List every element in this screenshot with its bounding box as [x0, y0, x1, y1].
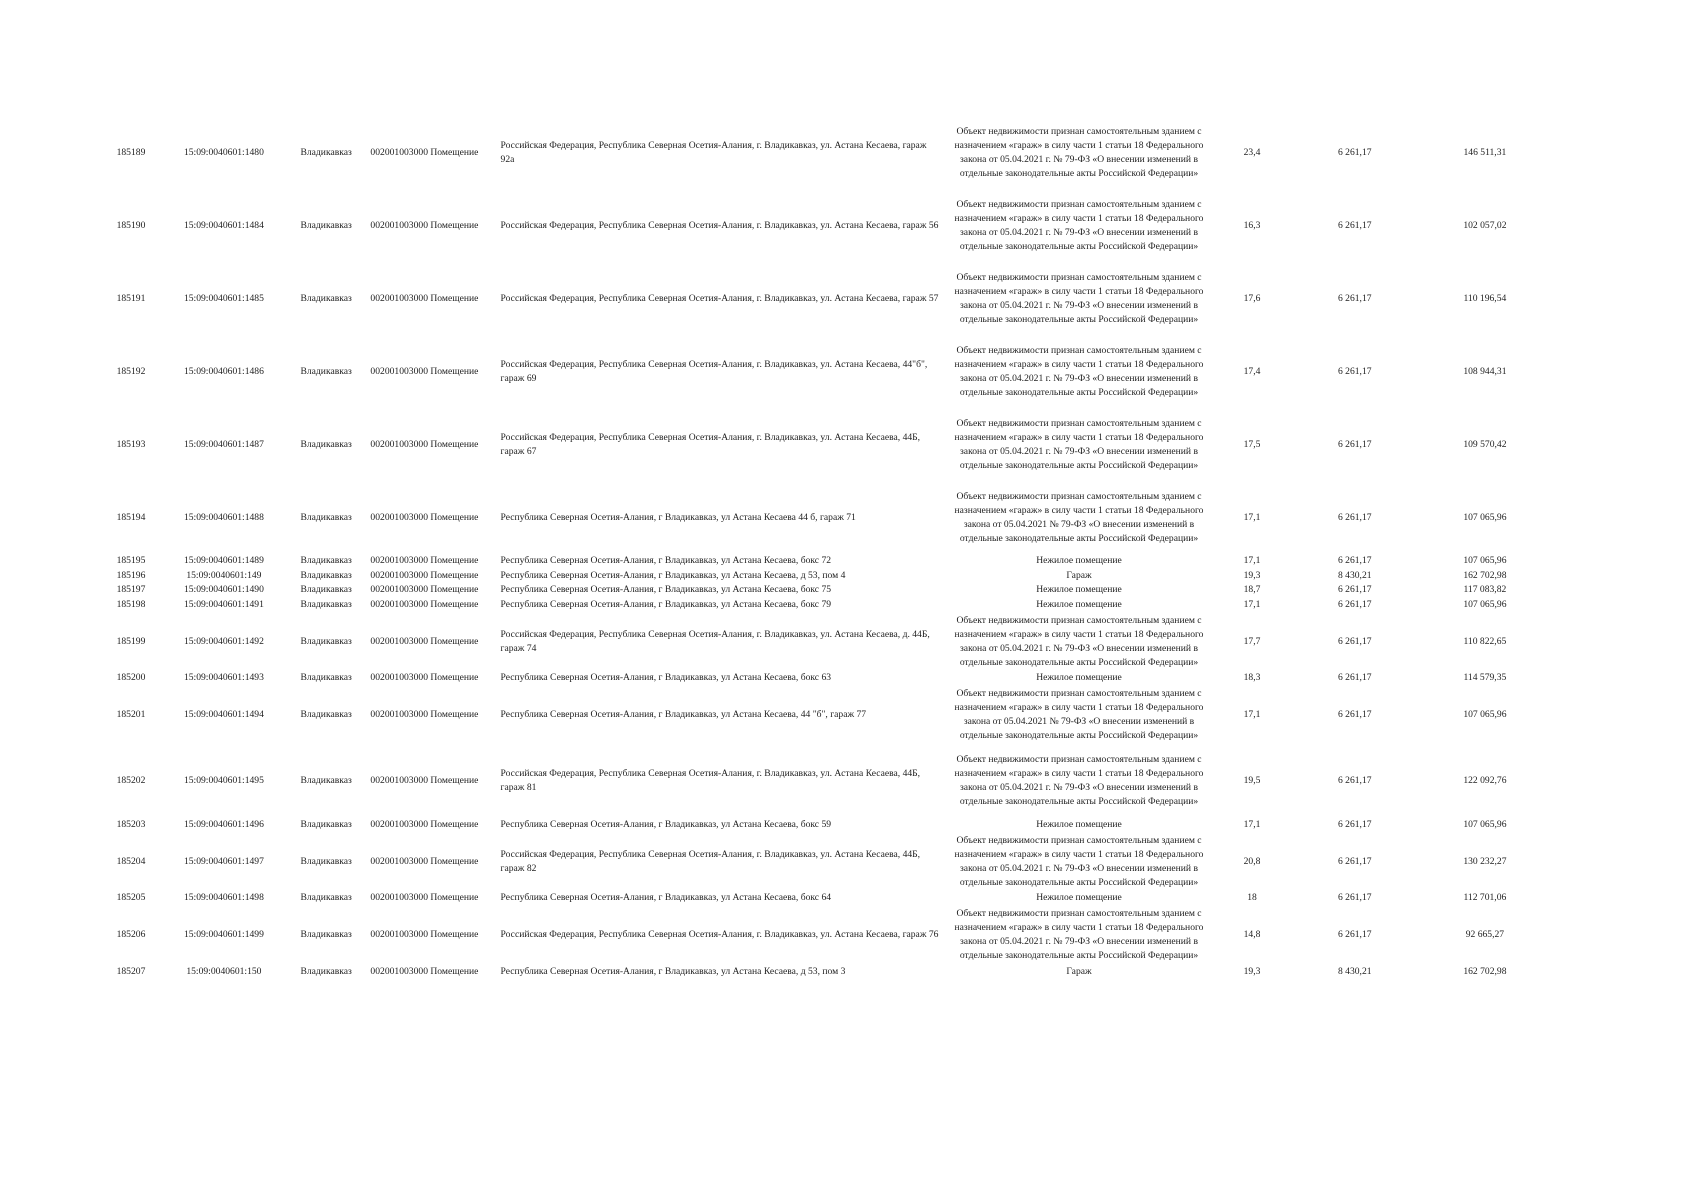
- object-type-code: 002001003000 Помещение: [370, 818, 479, 830]
- cadastral-value: 109 570,42: [1463, 438, 1507, 450]
- specific-value: 6 261,17: [1337, 584, 1372, 596]
- note: Объект недвижимости признан самостоятельным зданием с назначением «гараж» в силу части 1 статьи 18 Федерального закона от 05.04.2021 г. № 79-ФЗ «О внесении изменений в отдельные законодательные акты Российской Федерации»: [954, 754, 1204, 807]
- object-id: 185205: [116, 892, 146, 904]
- note: Нежилое помещение: [1036, 672, 1122, 684]
- cadastral-value: 110 196,54: [1463, 292, 1507, 304]
- area: 16,3: [1243, 219, 1261, 231]
- address: Российская Федерация, Республика Северная Осетия-Алания, г. Владикавказ, ул. Астана Кесаева, гараж 92а: [500, 139, 927, 165]
- object-type-code: 002001003000 Помещение: [370, 598, 479, 610]
- address: Российская Федерация, Республика Северная Осетия-Алания, г. Владикавказ, ул. Астана Кесаева, 44Б, гараж 67: [500, 431, 921, 457]
- table-row: [100, 906, 1550, 965]
- cadastral-number: 15:09:0040601:1495: [183, 775, 264, 786]
- city: Владикавказ: [300, 709, 352, 720]
- address: Республика Северная Осетия-Алания, г Владикавказ, ул Астана Кесаева, бокс 59: [500, 818, 832, 830]
- cadastral-number: 15:09:0040601:1499: [183, 929, 264, 940]
- note: Объект недвижимости признан самостоятельным зданием с назначением «гараж» в силу части 1 статьи 18 Федерального закона от 05.04.2021 г. № 79-ФЗ «О внесении изменений в отдельные законодательные акты Российской Федерации»: [954, 198, 1204, 252]
- cadastral-value: 102 057,02: [1463, 219, 1507, 231]
- area: 17,1: [1243, 818, 1261, 830]
- object-id: 185197: [116, 584, 146, 596]
- table-row: [100, 818, 1550, 833]
- object-type-code: 002001003000 Помещение: [370, 892, 479, 904]
- cadastral-number: 15:09:0040601:150: [186, 965, 262, 977]
- cadastral-value: 146 511,31: [1463, 146, 1507, 158]
- city: Владикавказ: [300, 365, 352, 377]
- specific-value: 6 261,17: [1337, 365, 1372, 377]
- cadastral-value: 162 702,98: [1463, 965, 1507, 977]
- table-row: [100, 554, 1550, 569]
- cadastral-number: 15:09:0040601:1491: [183, 598, 264, 610]
- cadastral-number: 15:09:0040601:1489: [183, 555, 264, 567]
- object-id: 185207: [116, 965, 146, 977]
- note: Объект недвижимости признан самостоятельным зданием с назначением «гараж» в силу части 1 статьи 18 Федерального закона от 05.04.2021 г. № 79-ФЗ «О внесении изменений в отдельные законодательные акты Российской Федерации»: [954, 344, 1204, 398]
- area: 17,1: [1243, 598, 1261, 610]
- object-id: 185192: [116, 365, 146, 377]
- city: Владикавказ: [300, 598, 352, 610]
- cadastral-value: 110 822,65: [1463, 635, 1507, 647]
- address: Российская Федерация, Республика Северная Осетия-Алания, г. Владикавказ, ул. Астана Кесаева, гараж 56: [500, 219, 939, 231]
- address: Российская Федерация, Республика Северная Осетия-Алания, г. Владикавказ, ул. Астана Кесаева, 44Б, гараж 81: [500, 768, 921, 793]
- object-id: 185196: [116, 569, 146, 581]
- area: 17,1: [1243, 555, 1261, 567]
- table-row: [100, 891, 1550, 906]
- area: 17,4: [1243, 365, 1261, 377]
- table-row: [100, 481, 1550, 554]
- specific-value: 6 261,17: [1337, 438, 1372, 450]
- city: Владикавказ: [300, 818, 352, 830]
- note: Объект недвижимости признан самостоятельным зданием с назначением «гараж» в силу части 1 статьи 18 Федерального закона от 05.04.2021 г. № 79-ФЗ «О внесении изменений в отдельные законодательные акты Российской Федерации»: [954, 834, 1204, 888]
- table-row: [100, 965, 1550, 980]
- city: Владикавказ: [300, 511, 352, 523]
- area: 17,1: [1243, 709, 1261, 720]
- specific-value: 6 261,17: [1337, 219, 1372, 231]
- cadastral-value: 107 065,96: [1463, 818, 1507, 830]
- cadastral-value: 108 944,31: [1463, 365, 1507, 377]
- note: Объект недвижимости признан самостоятельным зданием с назначением «гараж» в силу части 1 статьи 18 Федерального закона от 05.04.2021 г. № 79-ФЗ «О внесении изменений в отдельные законодательные акты Российской Федерации»: [954, 417, 1204, 471]
- object-id: 185202: [116, 775, 146, 786]
- address: Республика Северная Осетия-Алания, г Владикавказ, ул Астана Кесаева, д 53, пом 4: [500, 569, 846, 581]
- cadastral-number: 15:09:0040601:149: [186, 569, 262, 581]
- note: Нежилое помещение: [1036, 892, 1122, 904]
- cadastral-value: 107 065,96: [1463, 598, 1507, 610]
- specific-value: 6 261,17: [1337, 511, 1372, 523]
- object-id: 185190: [116, 219, 146, 231]
- note: Нежилое помещение: [1036, 598, 1122, 610]
- object-id: 185200: [116, 672, 146, 684]
- table-row: [100, 745, 1550, 818]
- cadastral-number: 15:09:0040601:1485: [183, 292, 264, 304]
- area: 19,5: [1243, 775, 1261, 786]
- object-id: 185201: [116, 709, 146, 720]
- note: Гараж: [1066, 569, 1092, 581]
- address: Республика Северная Осетия-Алания, г Владикавказ, ул Астана Кесаева, бокс 72: [500, 555, 832, 567]
- table-row: [100, 583, 1550, 598]
- area: 18,3: [1243, 672, 1261, 684]
- note: Объект недвижимости признан самостоятельным зданием с назначением «гараж» в силу части 1 статьи 18 Федерального закона от 05.04.2021 г. № 79-ФЗ «О внесении изменений в отдельные законодательные акты Российской Федерации»: [954, 614, 1204, 668]
- note: Нежилое помещение: [1036, 584, 1122, 596]
- object-type-code: 002001003000 Помещение: [370, 555, 479, 567]
- cadastral-number: 15:09:0040601:1490: [183, 584, 264, 596]
- city: Владикавказ: [300, 892, 352, 904]
- address: Республика Северная Осетия-Алания, г Владикавказ, ул Астана Кесаева, бокс 64: [500, 892, 832, 904]
- address: Российская Федерация, Республика Северная Осетия-Алания, г. Владикавказ, ул. Астана Кесаева, гараж 57: [500, 292, 939, 304]
- table-row: [100, 116, 1550, 189]
- area: 20,8: [1243, 855, 1261, 867]
- note: Объект недвижимости признан самостоятельным зданием с назначением «гараж» в силу части 1 статьи 18 Федерального закона от 05.04.2021 г. № 79-ФЗ «О внесении изменений в отдельные законодательные акты Российской Федерации»: [954, 908, 1204, 961]
- object-type-code: 002001003000 Помещение: [370, 855, 479, 867]
- city: Владикавказ: [300, 146, 352, 158]
- object-id: 185193: [116, 438, 146, 450]
- specific-value: 8 430,21: [1337, 965, 1372, 977]
- specific-value: 6 261,17: [1337, 292, 1372, 304]
- object-type-code: 002001003000 Помещение: [370, 709, 479, 720]
- table-row: [100, 686, 1550, 745]
- area: 17,7: [1243, 635, 1261, 647]
- specific-value: 6 261,17: [1337, 929, 1372, 940]
- city: Владикавказ: [300, 855, 352, 867]
- cadastral-value: 130 232,27: [1463, 855, 1507, 867]
- cadastral-number: 15:09:0040601:1484: [183, 219, 264, 231]
- cadastral-number: 15:09:0040601:1480: [183, 146, 264, 158]
- specific-value: 6 261,17: [1337, 709, 1372, 720]
- specific-value: 6 261,17: [1337, 635, 1372, 647]
- city: Владикавказ: [300, 438, 352, 450]
- table-row: [100, 612, 1550, 671]
- object-type-code: 002001003000 Помещение: [370, 219, 479, 231]
- table-row: [100, 832, 1550, 891]
- city: Владикавказ: [300, 929, 352, 940]
- cadastral-number: 15:09:0040601:1492: [183, 635, 264, 647]
- specific-value: 6 261,17: [1337, 555, 1372, 567]
- address: Российская Федерация, Республика Северная Осетия-Алания, г. Владикавказ, ул. Астана Кесаева, 44Б, гараж 82: [500, 848, 921, 874]
- object-type-code: 002001003000 Помещение: [370, 146, 479, 158]
- note: Гараж: [1066, 965, 1092, 977]
- object-id: 185199: [116, 635, 146, 647]
- object-type-code: 002001003000 Помещение: [370, 365, 479, 377]
- specific-value: 6 261,17: [1337, 855, 1372, 867]
- cadastral-value: 117 083,82: [1463, 584, 1507, 596]
- table-row: [100, 262, 1550, 335]
- address: Российская Федерация, Республика Северная Осетия-Алания, г. Владикавказ, ул. Астана Кесаева, д. 44Б, гараж 74: [500, 628, 930, 654]
- table-row: [100, 671, 1550, 686]
- area: 18,7: [1243, 584, 1261, 596]
- cadastral-value: 107 065,96: [1463, 555, 1507, 567]
- note: Объект недвижимости признан самостоятельным зданием с назначением «гараж» в силу части 1 статьи 18 Федерального закона от 05.04.2021 г. № 79-ФЗ «О внесении изменений в отдельные законодательные акты Российской Федерации»: [954, 271, 1204, 325]
- cadastral-number: 15:09:0040601:1498: [183, 892, 264, 904]
- specific-value: 6 261,17: [1337, 775, 1372, 786]
- cadastral-number: 15:09:0040601:1497: [183, 855, 264, 867]
- cadastral-number: 15:09:0040601:1496: [183, 818, 264, 830]
- area: 18: [1247, 892, 1257, 904]
- object-type-code: 002001003000 Помещение: [370, 569, 479, 581]
- area: 23,4: [1243, 146, 1261, 158]
- object-type-code: 002001003000 Помещение: [370, 672, 479, 684]
- area: 17,5: [1243, 438, 1261, 450]
- cadastral-number: 15:09:0040601:1488: [183, 511, 264, 523]
- city: Владикавказ: [300, 775, 352, 786]
- note: Объект недвижимости признан самостоятельным зданием с назначением «гараж» в силу части 1 статьи 18 Федерального закона от 05.04.2021 № 79-ФЗ «О внесении изменений в отдельные законодательные акты Российской Федерации»: [954, 688, 1204, 741]
- table-row: [100, 408, 1550, 481]
- specific-value: 6 261,17: [1337, 672, 1372, 684]
- cadastral-value: 114 579,35: [1463, 672, 1507, 684]
- cadastral-value: 107 065,96: [1463, 511, 1507, 523]
- cadastral-number: 15:09:0040601:1494: [183, 709, 264, 720]
- note: Нежилое помещение: [1036, 818, 1122, 830]
- cadastral-value: 92 665,27: [1465, 929, 1505, 940]
- cadastral-value: 162 702,98: [1463, 569, 1507, 581]
- table-row: [100, 335, 1550, 408]
- object-type-code: 002001003000 Помещение: [370, 965, 479, 977]
- specific-value: 8 430,21: [1337, 569, 1372, 581]
- city: Владикавказ: [300, 584, 352, 596]
- object-type-code: 002001003000 Помещение: [370, 775, 479, 786]
- note: Объект недвижимости признан самостоятельным зданием с назначением «гараж» в силу части 1 статьи 18 Федерального закона от 05.04.2021 г. № 79-ФЗ «О внесении изменений в отдельные законодательные акты Российской Федерации»: [954, 125, 1204, 179]
- address: Республика Северная Осетия-Алания, г Владикавказ, ул Астана Кесаева, бокс 63: [500, 672, 832, 684]
- area: 14,8: [1243, 929, 1261, 940]
- object-type-code: 002001003000 Помещение: [370, 929, 479, 940]
- address: Российская Федерация, Республика Северная Осетия-Алания, г. Владикавказ, ул. Астана Кесаева, гараж 76: [500, 929, 939, 940]
- city: Владикавказ: [300, 569, 352, 581]
- city: Владикавказ: [300, 219, 352, 231]
- city: Владикавказ: [300, 672, 352, 684]
- city: Владикавказ: [300, 965, 352, 977]
- cadastral-value: 122 092,76: [1463, 775, 1507, 786]
- address: Российская Федерация, Республика Северная Осетия-Алания, г. Владикавказ, ул. Астана Кесаева, 44"б", гараж 69: [500, 358, 928, 384]
- cadastral-number: 15:09:0040601:1486: [183, 365, 264, 377]
- area: 17,1: [1243, 511, 1261, 523]
- note: Нежилое помещение: [1036, 555, 1122, 567]
- table-row: [100, 569, 1550, 584]
- object-type-code: 002001003000 Помещение: [370, 438, 479, 450]
- specific-value: 6 261,17: [1337, 146, 1372, 158]
- specific-value: 6 261,17: [1337, 892, 1372, 904]
- city: Владикавказ: [300, 555, 352, 567]
- object-id: 185189: [116, 146, 146, 158]
- area: 19,3: [1243, 965, 1261, 977]
- area: 19,3: [1243, 569, 1261, 581]
- address: Республика Северная Осетия-Алания, г Владикавказ, ул Астана Кесаева, бокс 75: [500, 584, 832, 596]
- cadastral-number: 15:09:0040601:1487: [183, 438, 264, 450]
- address: Республика Северная Осетия-Алания, г Владикавказ, ул Астана Кесаева 44 б, гараж 71: [500, 511, 856, 523]
- object-type-code: 002001003000 Помещение: [370, 635, 479, 647]
- object-id: 185204: [116, 855, 146, 867]
- object-id: 185206: [116, 929, 146, 940]
- specific-value: 6 261,17: [1337, 598, 1372, 610]
- table-row: [100, 598, 1550, 613]
- cadastral-value: 107 065,96: [1463, 709, 1507, 720]
- address: Республика Северная Осетия-Алания, г Владикавказ, ул Астана Кесаева, д 53, пом 3: [500, 965, 846, 977]
- cadastral-value: 112 701,06: [1463, 892, 1507, 904]
- object-id: 185203: [116, 818, 146, 830]
- object-type-code: 002001003000 Помещение: [370, 511, 479, 523]
- address: Республика Северная Осетия-Алания, г Владикавказ, ул Астана Кесаева, 44 "б", гараж 77: [500, 709, 867, 720]
- object-id: 185191: [116, 292, 146, 304]
- city: Владикавказ: [300, 292, 352, 304]
- area: 17,6: [1243, 292, 1261, 304]
- address: Республика Северная Осетия-Алания, г Владикавказ, ул Астана Кесаева, бокс 79: [500, 598, 832, 610]
- object-id: 185198: [116, 598, 146, 610]
- city: Владикавказ: [300, 635, 352, 647]
- note: Объект недвижимости признан самостоятельным зданием с назначением «гараж» в силу части 1 статьи 18 Федерального закона от 05.04.2021 № 79-ФЗ «О внесении изменений в отдельные законодательные акты Российской Федерации»: [954, 490, 1204, 544]
- object-type-code: 002001003000 Помещение: [370, 584, 479, 596]
- specific-value: 6 261,17: [1337, 818, 1372, 830]
- object-id: 185194: [116, 511, 146, 523]
- table-row: [100, 189, 1550, 262]
- object-type-code: 002001003000 Помещение: [370, 292, 479, 304]
- cadastral-number: 15:09:0040601:1493: [183, 672, 264, 684]
- object-id: 185195: [116, 555, 146, 567]
- cadastral-value-table: [100, 116, 1550, 979]
